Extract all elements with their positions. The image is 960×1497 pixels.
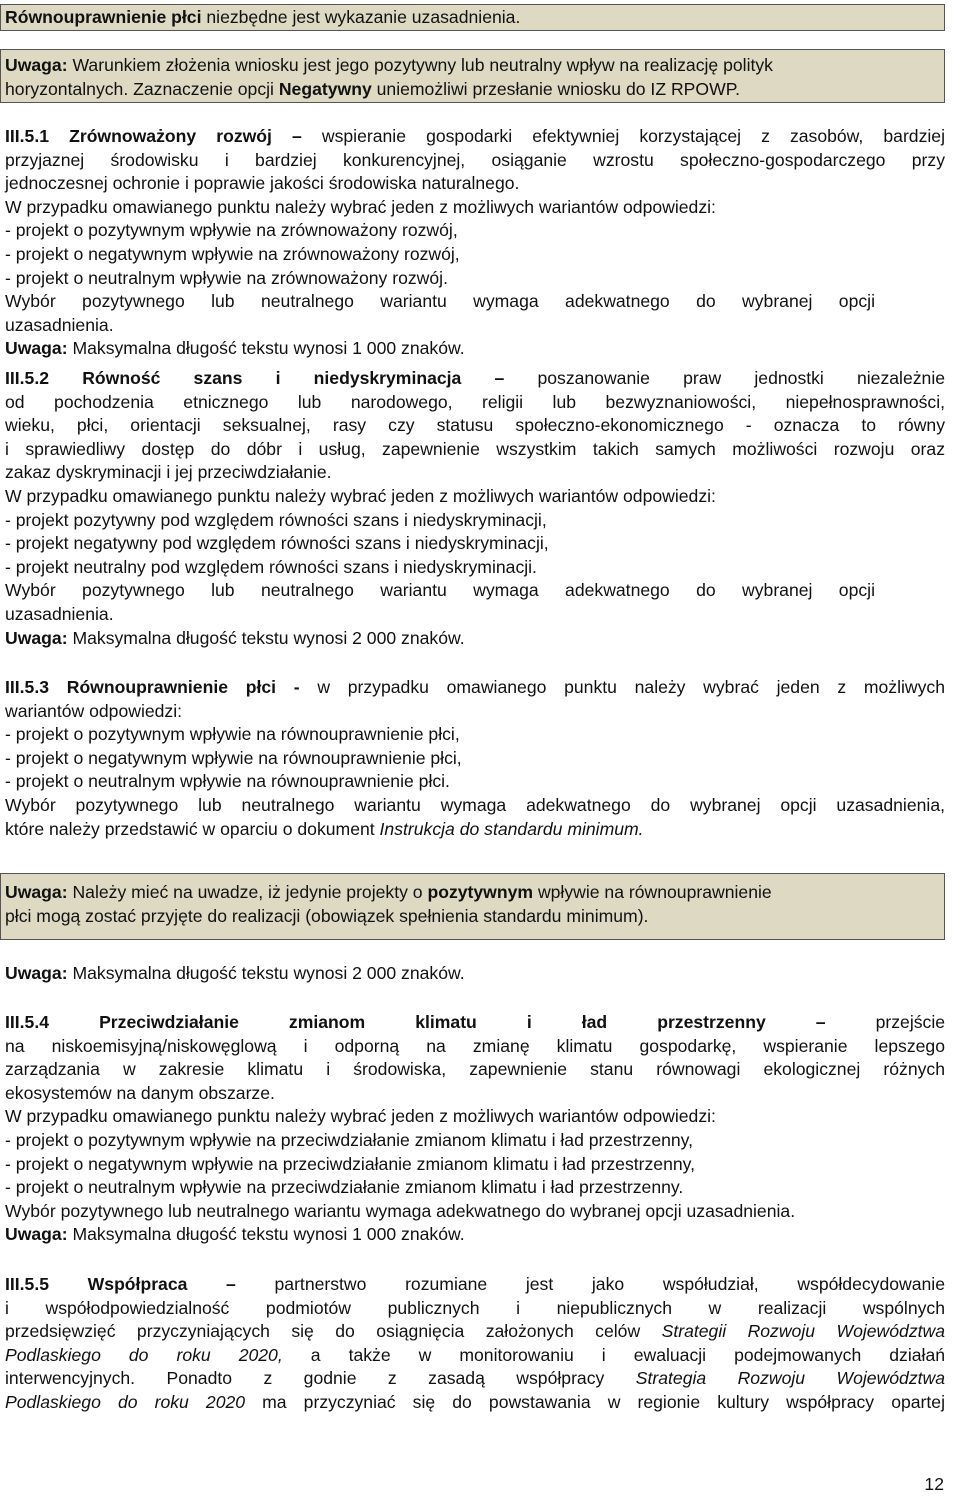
list-item: - projekt o negatywnym wpływie na przeciwdziałanie zmianom klimatu i ład przestrzenny, [5,1153,696,1174]
gender-equality-note-box [0,4,945,31]
list-item: - projekt negatywny pod względem równości szans i niedyskryminacji, [5,533,549,554]
section-equal-opportunities [5,367,945,650]
text-line: wariantów odpowiedzi: [5,700,183,721]
section-title: Równouprawnienie płci - [66,677,300,697]
section-title: Przeciwdziałanie zmianom klimatu i ład przestrzenny – [99,1012,826,1032]
text-line: i sprawiedliwy dostęp do dóbr i usług, zapewnienie wszystkim takich samych możliwości rozwoju oraz [5,438,945,459]
strategy-reference: Podlaskiego do roku 2020, [5,1344,283,1365]
text-line: które należy przedstawić w oparciu o dokument [5,818,375,839]
text-line: uzasadnienia. [5,603,114,624]
strategy-reference: Strategia Rozwoju Województwa [635,1368,946,1389]
text-line: jednoczesnej ochronie i poprawie jakości środowiska naturalnego. [5,173,520,194]
text-line: poszanowanie praw jednostki niezależnie [537,368,946,388]
section-sustainable-development [5,125,945,361]
warning-negative-option: Negatywny [278,78,372,99]
text-line: i współodpowiedzialność podmiotów publicznych i niepublicznych w realizacji wspólnych [5,1297,945,1318]
note-label: Uwaga: [5,338,68,359]
text-line: wspieranie gospodarki efektywniej korzystającej z zasobów, bardziej [321,126,945,146]
text-limit-note: Maksymalna długość tekstu wynosi 2 000 znaków. [72,963,465,983]
text-limit-block [5,962,945,986]
section-number: III.5.3 [5,677,50,697]
text-line: partnerstwo rozumiane jest jako współudział, współdecydowanie [274,1274,945,1294]
text-line: a także w monitorowaniu i ewaluacji podejmowanych działań [310,1344,946,1365]
text-line: w przypadku omawianego punktu należy wybrać jeden z możliwych [317,677,946,697]
list-item: - projekt o pozytywnym wpływie na zrównoważony rozwój, [5,220,458,241]
text-line: Wybór pozytywnego lub neutralnego wariantu wymaga adekwatnego do wybranej opcji [5,580,875,601]
text-line: W przypadku omawianego punktu należy wybrać jeden z możliwych wariantów odpowiedzi: [5,1106,716,1127]
text-line: ekosystemów na danym obszarze. [5,1082,275,1103]
text-line: Wybór pozytywnego lub neutralnego wariantu wymaga adekwatnego do wybranej opcji uzasadnienia, [5,794,945,815]
text-line: Wybór pozytywnego lub neutralnego wariantu wymaga adekwatnego do wybranej opcji [5,291,875,312]
positive-impact-note-box [0,873,945,940]
note-label: Uwaga: [5,1224,68,1245]
text-limit-note: Maksymalna długość tekstu wynosi 1 000 znaków. [72,338,465,359]
page-number: 12 [924,1474,944,1494]
note-label: Uwaga: [5,882,68,902]
text-line: uzasadnienia. [5,314,114,335]
note-text: płci mogą zostać przyjęte do realizacji (obowiązek spełnienia standardu minimum). [5,906,649,926]
list-item: - projekt neutralny pod względem równości szans i niedyskryminacji. [5,556,537,577]
warning-box [0,49,945,103]
section-title: Zrównoważony rozwój – [69,126,302,146]
text-line: zarządzania w zakresie klimatu i środowiska, zapewnienie stanu równowagi ekologicznej różnych [5,1059,945,1080]
list-item: - projekt o negatywnym wpływie na zrównoważony rozwój, [5,243,460,264]
text-limit-note: Maksymalna długość tekstu wynosi 2 000 znaków. [72,627,465,648]
list-item: - projekt o negatywnym wpływie na równouprawnienie płci, [5,747,462,768]
strategy-reference: Strategii Rozwoju Województwa [661,1321,946,1342]
section-number: III.5.2 [5,368,50,388]
text-limit-note: Maksymalna długość tekstu wynosi 1 000 znaków. [72,1224,465,1245]
text-line: W przypadku omawianego punktu należy wybrać jeden z możliwych wariantów odpowiedzi: [5,196,716,217]
section-cooperation [5,1273,945,1415]
list-item: - projekt o pozytywnym wpływie na równouprawnienie płci, [5,724,460,745]
section-gender-equality [5,676,945,841]
note-label: Uwaga: [5,627,68,648]
warning-line-2b: uniemożliwi przesłanie wniosku do IZ RPOWP. [376,78,741,99]
warning-line-1: Warunkiem złożenia wniosku jest jego pozytywny lub neutralny wpływ na realizację polityk [72,55,773,75]
note-label: Uwaga: [5,963,68,983]
section-title: Współpraca – [87,1274,236,1294]
text-line: przedsięwzięć przyczyniających się do osiągnięcia założonych celów [5,1321,641,1342]
text-line: od pochodzenia etnicznego lub narodowego, religii lub bezwyznaniowości, niepełnosprawności, [5,391,945,412]
section-number: III.5.1 [5,126,50,146]
list-item: - projekt o neutralnym wpływie na przeciwdziałanie zmianom klimatu i ład przestrzenny. [5,1177,684,1198]
list-item: - projekt pozytywny pod względem równości szans i niedyskryminacji, [5,509,547,530]
text-line: W przypadku omawianego punktu należy wybrać jeden z możliwych wariantów odpowiedzi: [5,485,716,506]
text-line: ma przyczyniać się do powstawania w regionie kultury współpracy opartej [262,1391,945,1412]
warning-line-2a: horyzontalnych. Zaznaczenie opcji [5,78,274,99]
document-reference: Instrukcja do standardu minimum. [379,818,644,839]
note-text: Należy mieć na uwadze, iż jedynie projekty o [72,882,423,902]
box1-title: Równouprawnienie płci [5,7,202,27]
strategy-reference: Podlaskiego do roku 2020 [5,1391,246,1412]
warning-label: Uwaga: [5,55,68,75]
text-line: przejście [875,1012,946,1032]
section-number: III.5.4 [5,1012,50,1032]
text-line: na niskoemisyjną/niskowęglową i odporną na zmianę klimatu gospodarkę, wspieranie lepszego [5,1035,945,1056]
section-number: III.5.5 [5,1274,50,1294]
positive-emphasis: pozytywnym [427,882,534,902]
text-line: przyjaznej środowisku i bardziej konkurencyjnej, osiąganie wzrostu społeczno-gospodarczego przy [5,149,945,170]
list-item: - projekt o pozytywnym wpływie na przeciwdziałanie zmianom klimatu i ład przestrzenny, [5,1129,694,1150]
list-item: - projekt o neutralnym wpływie na równouprawnienie płci. [5,771,450,792]
section-title: Równość szans i niedyskryminacja – [82,368,505,388]
text-line: zakaz dyskryminacji i jej przeciwdziałanie. [5,462,332,483]
text-line: interwencyjnych. Ponadto z godnie z zasadą współpracy [5,1368,605,1389]
note-text: wpływie na równouprawnienie [537,882,772,902]
list-item: - projekt o neutralnym wpływie na zrównoważony rozwój. [5,267,448,288]
box1-text: niezbędne jest wykazanie uzasadnienia. [206,7,521,27]
text-line: Wybór pozytywnego lub neutralnego wariantu wymaga adekwatnego do wybranej opcji uzasadnienia. [5,1200,796,1221]
text-line: wieku, płci, orientacji seksualnej, rasy czy statusu społeczno-ekonomicznego - oznacza to równy [5,415,945,436]
section-climate-change [5,1011,945,1247]
